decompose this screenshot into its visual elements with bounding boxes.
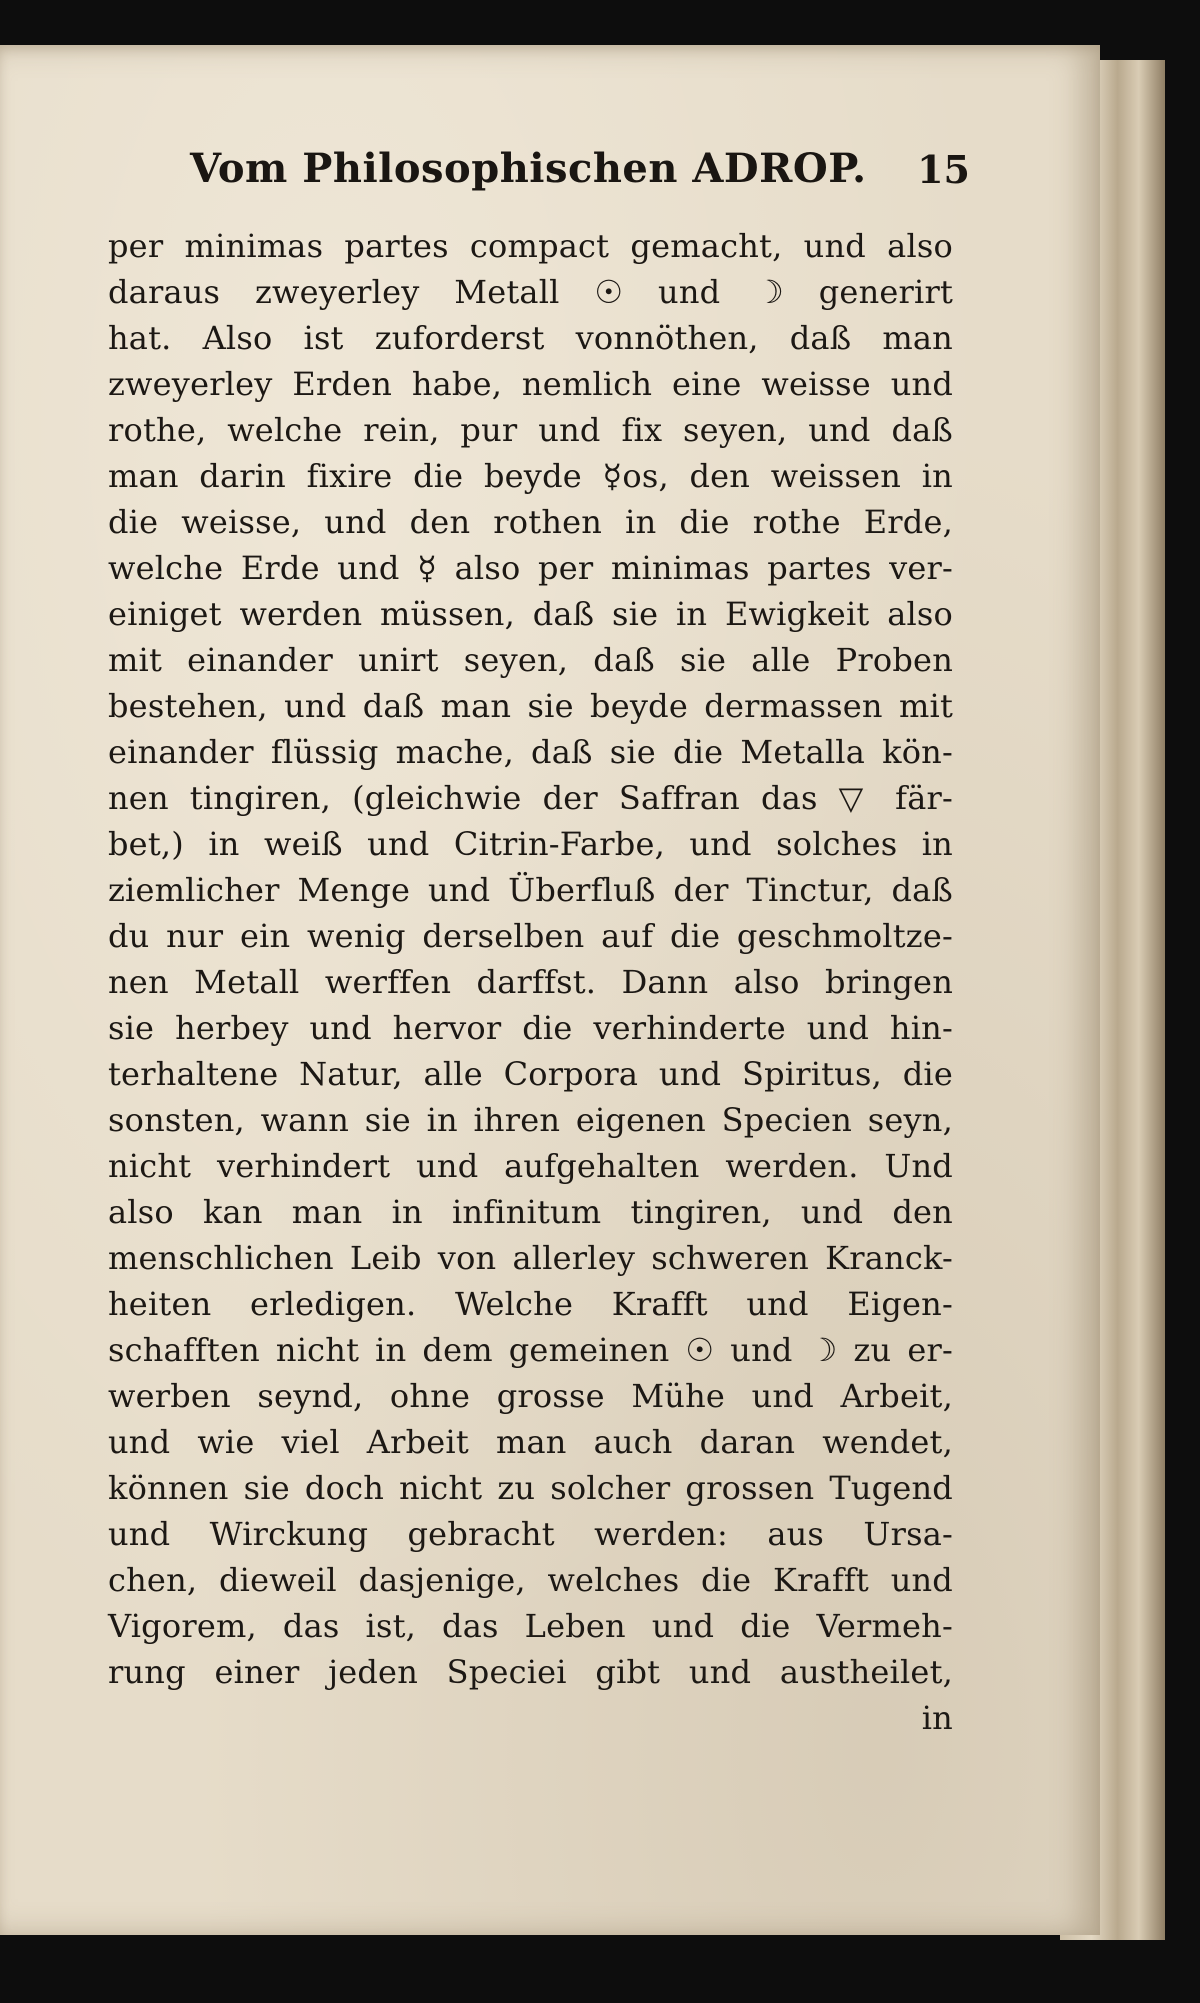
text-line: die weisse, und den rothen in die rothe Erde,: [108, 503, 953, 541]
text-line: einander flüssig mache, daß sie die Metalla kön-: [108, 733, 953, 771]
book-page: [0, 45, 1100, 1935]
text-line: mit einander unirt seyen, daß sie alle Proben: [108, 641, 953, 679]
text-line: schafften nicht in dem gemeinen ☉ und ☽ zu er-: [108, 1331, 953, 1369]
body-text: [108, 223, 953, 1741]
text-line: können sie doch nicht zu solcher grossen Tugend: [108, 1469, 953, 1507]
text-line: sonsten, wann sie in ihren eigenen Specien seyn,: [108, 1101, 953, 1139]
text-line: terhaltene Natur, alle Corpora und Spiritus, die: [108, 1055, 953, 1093]
page-header: [190, 145, 970, 205]
text-line: per minimas partes compact gemacht, und also: [108, 227, 953, 265]
text-line: hat. Also ist zuforderst vonnöthen, daß man: [108, 319, 953, 357]
text-line: man darin fixire die beyde ☿os, den weissen in: [108, 457, 953, 495]
text-line: nicht verhindert und aufgehalten werden. Und: [108, 1147, 953, 1185]
text-line: und wie viel Arbeit man auch daran wendet,: [108, 1423, 953, 1461]
text-line: Vigorem, das ist, das Leben und die Vermeh-: [108, 1607, 953, 1645]
text-line: chen, dieweil dasjenige, welches die Krafft und: [108, 1561, 953, 1599]
text-line: sie herbey und hervor die verhinderte und hin-: [108, 1009, 953, 1047]
text-line: nen Metall werffen darffst. Dann also bringen: [108, 963, 953, 1001]
text-line: einiget werden müssen, daß sie in Ewigkeit also: [108, 595, 953, 633]
page-number: 15: [917, 147, 970, 192]
text-line: bestehen, und daß man sie beyde dermassen mit: [108, 687, 953, 725]
text-line: nen tingiren, (gleichwie der Saffran das ▽ fär-: [108, 779, 953, 817]
text-line: welche Erde und ☿ also per minimas partes ver-: [108, 549, 953, 587]
text-line: heiten erledigen. Welche Krafft und Eigen-: [108, 1285, 953, 1323]
text-line: und Wirckung gebracht werden: aus Ursa-: [108, 1515, 953, 1553]
text-line: also kan man in infinitum tingiren, und den: [108, 1193, 953, 1231]
text-line: rothe, welche rein, pur und fix seyen, und daß: [108, 411, 953, 449]
running-title: Vom Philosophischen ADROP.: [190, 145, 867, 192]
text-line: zweyerley Erden habe, nemlich eine weisse und: [108, 365, 953, 403]
text-line: daraus zweyerley Metall ☉ und ☽ generirt: [108, 273, 953, 311]
text-line: ziemlicher Menge und Überfluß der Tinctur, daß: [108, 871, 953, 909]
text-line: in: [921, 1699, 953, 1737]
text-line: bet,) in weiß und Citrin-Farbe, und solches in: [108, 825, 953, 863]
text-line: werben seynd, ohne grosse Mühe und Arbeit,: [108, 1377, 953, 1415]
text-line: menschlichen Leib von allerley schweren Kranck-: [108, 1239, 953, 1277]
text-line: rung einer jeden Speciei gibt und austheilet,: [108, 1653, 953, 1691]
text-line: du nur ein wenig derselben auf die geschmoltze-: [108, 917, 953, 955]
